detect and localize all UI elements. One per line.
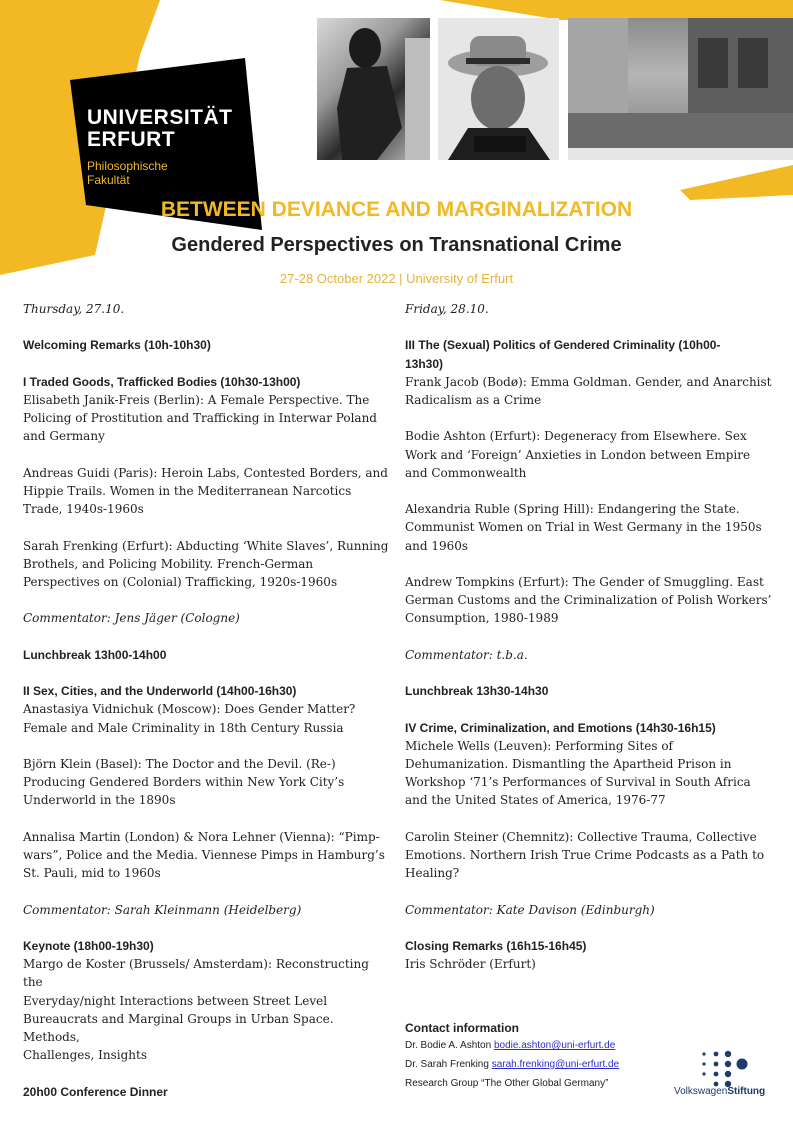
talk-entry — [405, 573, 775, 628]
talk-line: Elisabeth Janik-Freis (Berlin): A Female Perspective. The — [23, 392, 370, 407]
panel-heading — [405, 336, 775, 372]
commentator: Commentator: Kate Davison (Edinburgh) — [405, 902, 655, 917]
talk-line: Communist Women on Trial in West Germany in the 1950s — [405, 520, 762, 535]
email-link[interactable]: bodie.ashton@uni-erfurt.de — [493, 1040, 616, 1051]
talk-entry — [23, 537, 389, 592]
talk-entry — [23, 464, 389, 519]
program-day-2 — [405, 300, 775, 973]
talk-line: Anastasiya Vidnichuk (Moscow): Does Gender Matter? — [23, 702, 356, 717]
talk-line: German Customs and the Criminalization of Polish Workers’ — [405, 593, 772, 608]
talk-entry — [23, 391, 389, 446]
talk-line: Carolin Steiner (Chemnitz): Collective Trauma, Collective — [405, 829, 757, 844]
contact-heading: Contact information — [405, 1021, 519, 1035]
talk-line: and 1960s — [405, 538, 469, 553]
welcome-heading: Welcoming Remarks (10h-10h30) — [23, 338, 211, 353]
event-dates: 27-28 October 2022 | University of Erfurt — [279, 271, 514, 286]
talk-line: Trade, 1940s-1960s — [23, 502, 144, 517]
talk-line: Annalisa Martin (London) & Nora Lehner (Vienna): “Pimp- — [23, 829, 380, 844]
event-title: BETWEEN DEVIANCE AND MARGINALIZATION — [160, 198, 633, 221]
talk-line: Margo de Koster (Brussels/ Amsterdam): Reconstructing the — [23, 957, 369, 990]
talk-line: and Germany — [23, 429, 105, 444]
email-link[interactable]: sarah.frenking@uni-erfurt.de — [491, 1059, 620, 1070]
historic-photo-mugshot — [438, 18, 559, 160]
logo-line-2: ERFURT — [87, 128, 176, 151]
dinner-heading: 20h00 Conference Dinner — [23, 1084, 168, 1099]
talk-line: Alexandria Ruble (Spring Hill): Endangering the State. — [405, 502, 740, 517]
commentator: Commentator: Sarah Kleinmann (Heidelberg) — [23, 902, 302, 917]
talk-line: Consumption, 1980-1989 — [405, 611, 559, 626]
talk-line: Emotions. Northern Irish True Crime Podcasts as a Path to — [405, 847, 765, 862]
panel-heading: I Traded Goods, Trafficked Bodies (10h30-13h00) — [23, 374, 301, 389]
talk-entry — [405, 427, 775, 482]
talk-line: Everyday/night Interactions between Street Level — [23, 993, 328, 1008]
contact-name: Dr. Bodie A. Ashton — [405, 1040, 494, 1051]
panel-heading: IV Crime, Criminalization, and Emotions (14h30-16h15) — [405, 720, 716, 735]
talk-entry — [405, 500, 775, 555]
logo-line-3: Philosophische — [87, 159, 168, 173]
commentator: Commentator: t.b.a. — [405, 647, 528, 662]
commentator: Commentator: Jens Jäger (Cologne) — [23, 611, 240, 626]
talk-line: Healing? — [405, 866, 460, 881]
talk-line: and Commonwealth — [405, 465, 527, 480]
sponsor-name-part: Volkswagen — [674, 1086, 728, 1097]
talk-line: Female and Male Criminality in 18th Century Russia — [23, 720, 344, 735]
talk-line: Andreas Guidi (Paris): Heroin Labs, Contested Borders, and — [23, 465, 388, 480]
program-day-1 — [23, 300, 389, 1101]
heading-line: III The (Sexual) Politics of Gendered Criminality (10h00- — [405, 338, 721, 353]
talk-entry — [405, 373, 775, 409]
talk-line: Andrew Tompkins (Erfurt): The Gender of Smuggling. East — [405, 574, 764, 589]
contact-line — [405, 1036, 705, 1055]
talk-line: Radicalism as a Crime — [405, 393, 542, 407]
yellow-band-right — [680, 165, 793, 200]
talk-line: Work and ‘Foreign’ Anxieties in London between Empire — [405, 447, 751, 462]
historic-photo-street — [568, 18, 793, 160]
talk-line: Underworld in the 1890s — [23, 793, 176, 808]
closing-speaker: Iris Schröder (Erfurt) — [405, 957, 536, 972]
talk-entry — [23, 828, 389, 883]
sponsor-name-part: Stiftung — [727, 1086, 766, 1097]
talk-line: Björn Klein (Basel): The Doctor and the Devil. (Re-) — [23, 756, 336, 771]
day-label: Friday, 28.10. — [405, 302, 489, 316]
event-subtitle: Gendered Perspectives on Transnational Crime — [171, 234, 622, 256]
logo-line-1: UNIVERSITÄT — [87, 106, 233, 129]
keynote-heading: Keynote (18h00-19h30) — [23, 938, 154, 953]
talk-line: wars”, Police and the Media. Viennese Pimps in Hamburg’s — [23, 847, 385, 862]
talk-line: Bodie Ashton (Erfurt): Degeneracy from Elsewhere. Sex — [405, 429, 747, 444]
closing-heading: Closing Remarks (16h15-16h45) — [405, 938, 587, 953]
talk-entry — [23, 755, 389, 810]
volkswagen-stiftung-logo-icon — [672, 1038, 782, 1108]
contact-line — [405, 1055, 705, 1074]
contact-block — [405, 1020, 705, 1093]
panel-heading: II Sex, Cities, and the Underworld (14h00-16h30) — [23, 684, 297, 699]
sponsor-name — [674, 1086, 765, 1097]
lunch-heading: Lunchbreak 13h30-14h30 — [405, 684, 549, 699]
historic-photo-woman — [317, 18, 430, 160]
talk-line: Perspectives on (Colonial) Trafficking, 1920s-1960s — [23, 574, 338, 589]
talk-line: St. Pauli, mid to 1960s — [23, 866, 161, 881]
day-label: Thursday, 27.10. — [23, 302, 125, 316]
contact-name: Dr. Sarah Frenking — [405, 1059, 492, 1070]
talk-entry — [23, 700, 389, 736]
talk-line: and the United States of America, 1976-77 — [405, 793, 666, 808]
lunch-heading: Lunchbreak 13h00-14h00 — [23, 647, 167, 662]
talk-line: Challenges, Insights — [23, 1048, 147, 1063]
research-group: Research Group “The Other Global Germany” — [405, 1078, 609, 1089]
talk-line: Hippie Trails. Women in the Mediterranean Narcotics — [23, 483, 352, 498]
talk-line: Brothels, and Policing Mobility. French-German — [23, 556, 314, 571]
talk-line: Dehumanization. Dismantling the Apartheid Prison in — [405, 756, 732, 771]
talk-line: Policing of Prostitution and Trafficking in Interwar Poland — [23, 411, 377, 426]
talk-entry — [23, 955, 389, 1064]
university-logo — [87, 107, 233, 187]
talk-line: Frank Jacob (Bodø): Emma Goldman. Gender, and Anarchist — [405, 374, 772, 389]
heading-line: 13h30) — [405, 356, 444, 371]
talk-line: Producing Gendered Borders within New York City’s — [23, 775, 345, 790]
talk-line: Michele Wells (Leuven): Performing Sites of — [405, 738, 674, 753]
talk-entry — [405, 737, 775, 810]
talk-line: Workshop ‘71’s Performances of Survival in South Africa — [405, 775, 751, 790]
talk-line: Bureaucrats and Marginal Groups in Urban Space. Methods, — [23, 1011, 334, 1044]
logo-line-4: Fakultät — [87, 173, 130, 187]
talk-line: Sarah Frenking (Erfurt): Abducting ‘White Slaves’, Running — [23, 538, 389, 553]
talk-entry — [405, 828, 775, 883]
